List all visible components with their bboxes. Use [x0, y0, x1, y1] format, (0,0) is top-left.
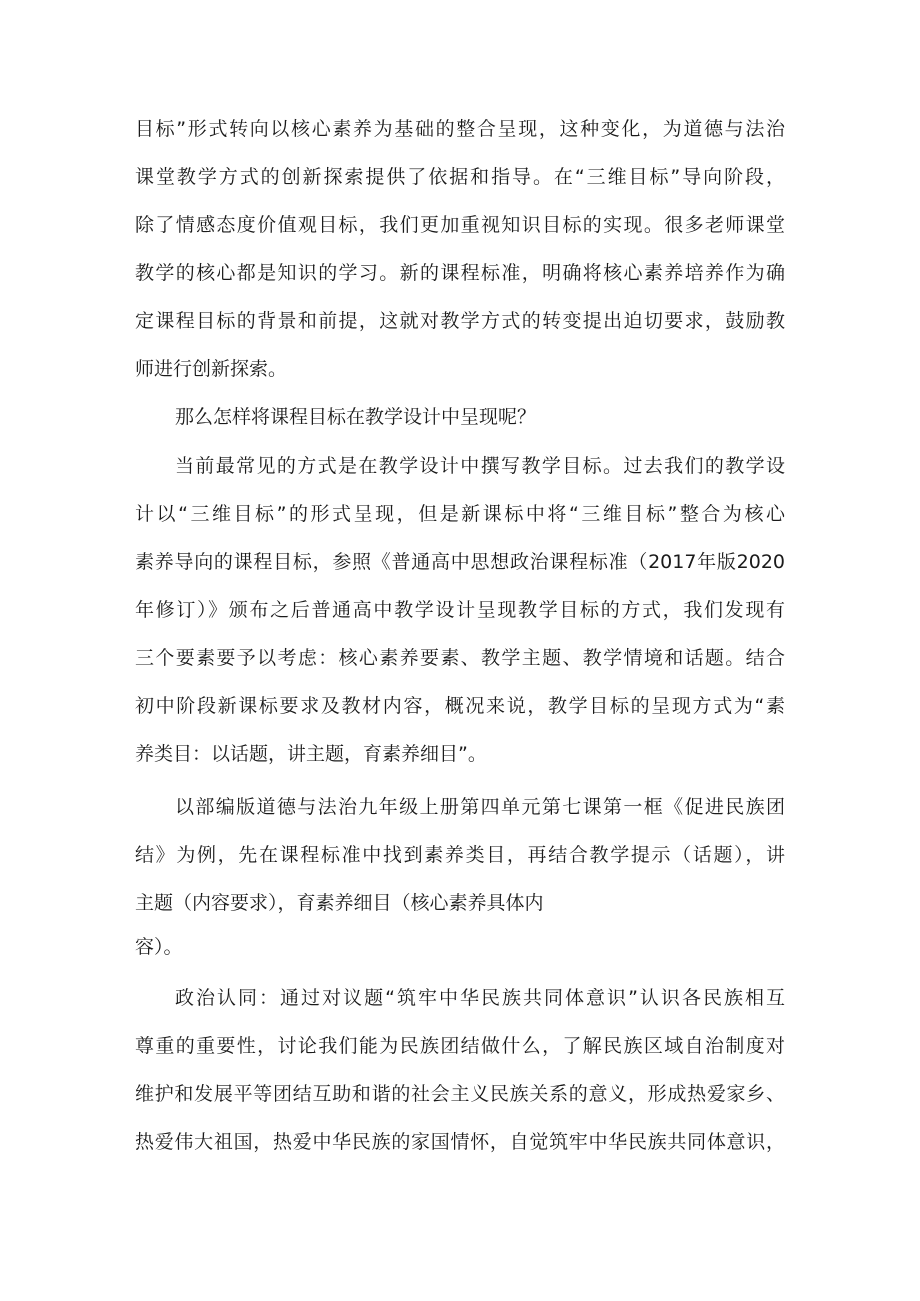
paragraph-1-line-6: 师进行创新探索。 [135, 358, 288, 380]
paragraph-3-line-1: 当前最常见的方式是在教学设计中撰写教学目标。过去我们的教学设 [175, 455, 785, 477]
paragraph-1-line-1: 目标”形式转向以核心素养为基础的整合呈现，这种变化，为道德与法治 [135, 118, 785, 140]
paragraph-3-line-3: 素养导向的课程目标，参照《普通高中思想政治课程标准（2017年版2020 [135, 551, 785, 573]
paragraph-3-line-5: 三个要素要予以考虑：核心素养要素、教学主题、教学情境和话题。结合 [135, 647, 785, 669]
paragraph-3-line-7: 养类目：以话题，讲主题，育素养细目”。 [135, 743, 487, 765]
paragraph-4-line-1: 以部编版道德与法治九年级上册第四单元第七课第一框《促进民族团 [175, 796, 785, 818]
paragraph-5-line-4: 热爱伟大祖国，热爱中华民族的家国情怀，自觉筑牢中华民族共同体意识， [135, 1131, 785, 1153]
paragraph-4-line-3: 主题（内容要求），育素养细目（核心素养具体内 [135, 892, 544, 914]
paragraph-4-line-2: 结》为例，先在课程标准中找到素养类目，再结合教学提示（话题），讲 [135, 844, 785, 866]
paragraph-1-line-2: 课堂教学方式的创新探索提供了依据和指导。在“三维目标”导向阶段， [135, 166, 785, 188]
paragraph-3-line-6: 初中阶段新课标要求及教材内容，概况来说，教学目标的呈现方式为“素 [135, 695, 785, 717]
paragraph-2-line-1: 那么怎样将课程目标在教学设计中呈现呢？ [175, 406, 537, 428]
paragraph-1-line-4: 教学的核心都是知识的学习。新的课程标准，明确将核心素养培养作为确 [135, 262, 785, 284]
paragraph-4-line-4: 容）。 [135, 936, 183, 958]
paragraph-3-line-4: 年修订）》颁布之后普通高中教学设计呈现教学目标的方式，我们发现有 [135, 599, 785, 621]
paragraph-5-line-3: 维护和发展平等团结互助和谐的社会主义民族关系的意义，形成热爱家乡、 [135, 1083, 785, 1105]
paragraph-5-line-1: 政治认同：通过对议题“筑牢中华民族共同体意识”认识各民族相互 [175, 987, 785, 1009]
paragraph-1-line-5: 定课程目标的背景和前提，这就对教学方式的转变提出迫切要求，鼓励教 [135, 310, 785, 332]
paragraph-1-line-3: 除了情感态度价值观目标，我们更加重视知识目标的实现。很多老师课堂 [135, 214, 785, 236]
paragraph-5-line-2: 尊重的重要性，讨论我们能为民族团结做什么，了解民族区域自治制度对 [135, 1035, 785, 1057]
paragraph-3-line-2: 计以“三维目标”的形式呈现，但是新课标中将“三维目标”整合为核心 [135, 503, 785, 525]
